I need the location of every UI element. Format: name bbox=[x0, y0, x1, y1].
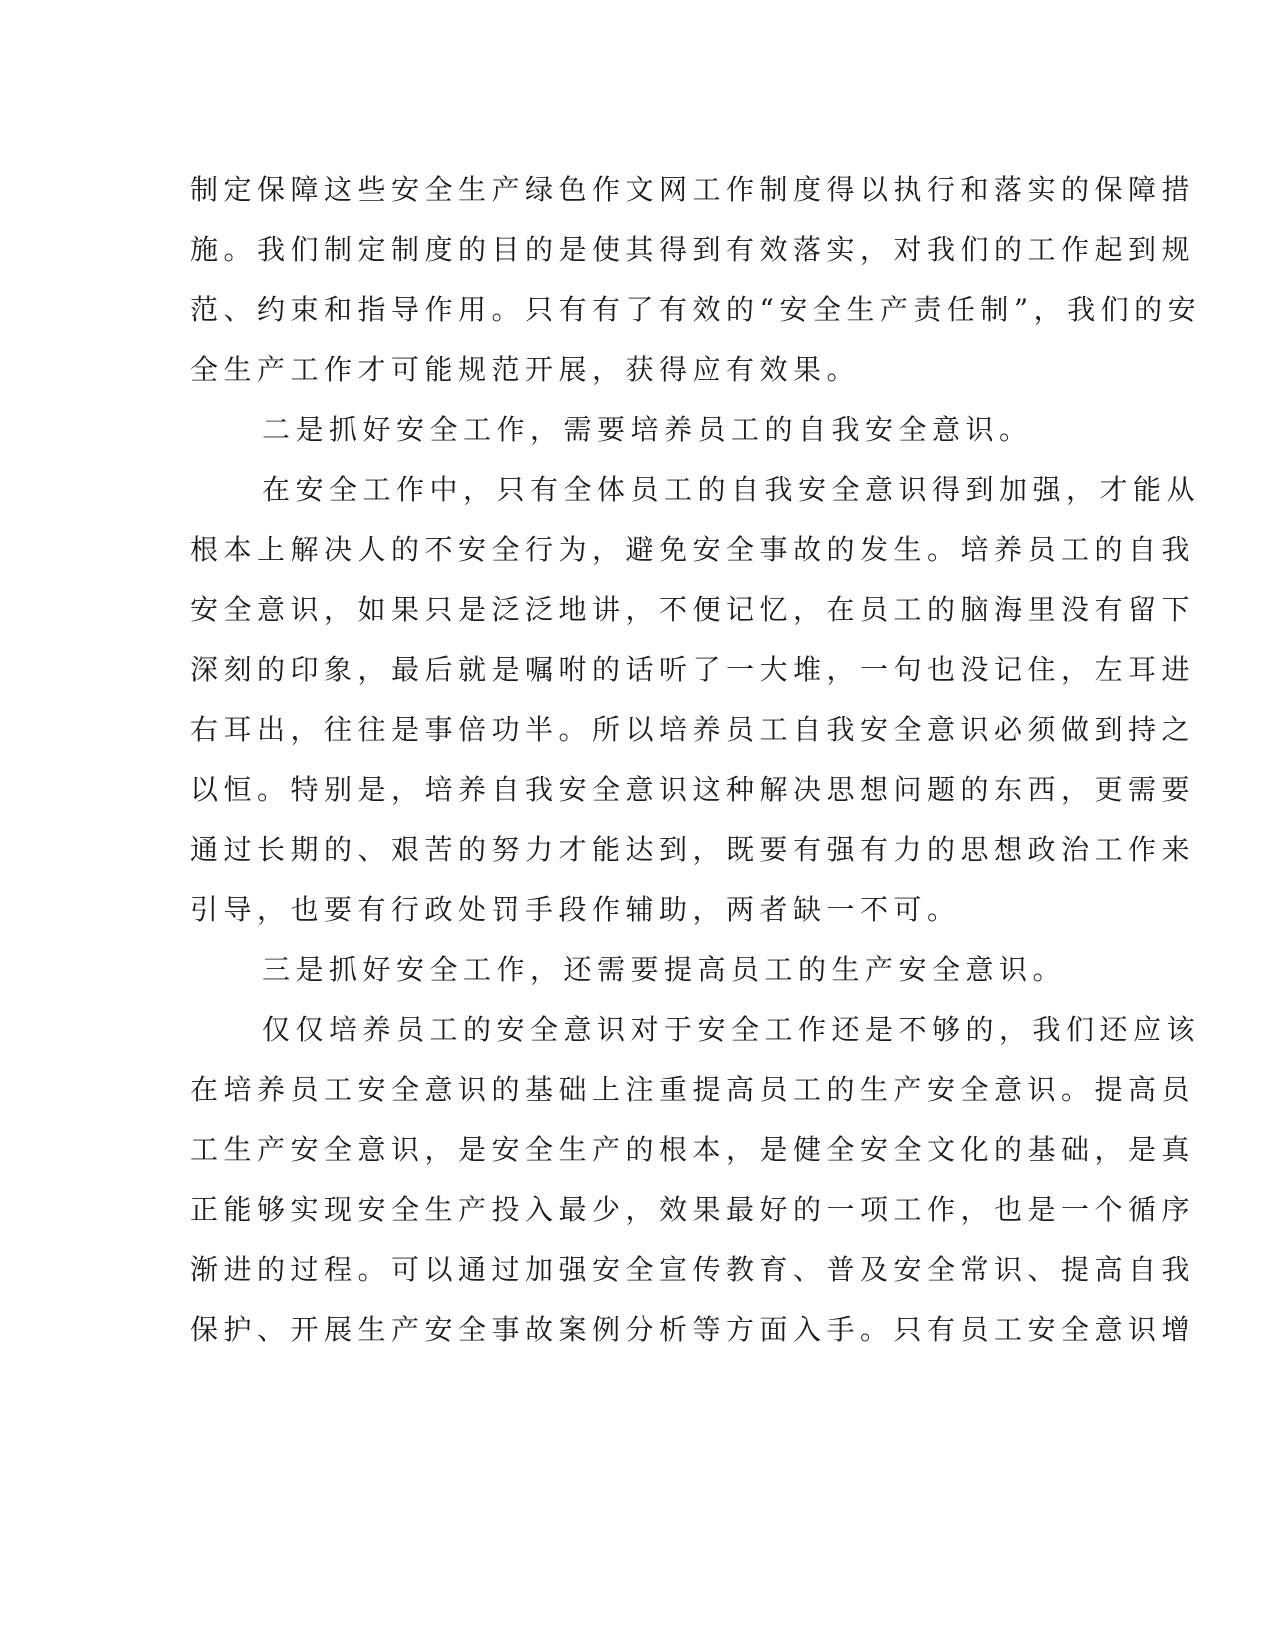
text-line: 正能够实现安全生产投入最少，效果最好的一项工作，也是一个循序 bbox=[190, 1193, 1196, 1226]
text-line: 在培养员工安全意识的基础上注重提高员工的生产安全意识。提高员 bbox=[190, 1073, 1196, 1106]
text-line: 引导，也要有行政处罚手段作辅助，两者缺一不可。 bbox=[190, 893, 961, 926]
body-text bbox=[190, 160, 1202, 1360]
text-line: 以恒。特别是，培养自我安全意识这种解决思想问题的东西，更需要 bbox=[190, 773, 1196, 806]
text-line: 深刻的印象，最后就是嘱咐的话听了一大堆，一句也没记住，左耳进 bbox=[190, 653, 1196, 686]
text-line: 施。我们制定制度的目的是使其得到有效落实，对我们的工作起到规 bbox=[190, 233, 1196, 266]
text-line: 右耳出，往往是事倍功半。所以培养员工自我安全意识必须做到持之 bbox=[190, 713, 1196, 746]
text-line: 根本上解决人的不安全行为，避免安全事故的发生。培养员工的自我 bbox=[190, 533, 1196, 566]
text-line: 工生产安全意识，是安全生产的根本，是健全安全文化的基础，是真 bbox=[190, 1133, 1196, 1166]
text-line: 制定保障这些安全生产绿色作文网工作制度得以执行和落实的保障措 bbox=[190, 173, 1196, 206]
paragraph-first-line: 在安全工作中，只有全体员工的自我安全意识得到加强，才能从 bbox=[262, 473, 1201, 506]
text-line: 渐进的过程。可以通过加强安全宣传教育、普及安全常识、提高自我 bbox=[190, 1253, 1196, 1286]
text-line: 通过长期的、艰苦的努力才能达到，既要有强有力的思想政治工作来 bbox=[190, 833, 1196, 866]
paragraph-first-line: 仅仅培养员工的安全意识对于安全工作还是不够的，我们还应该 bbox=[262, 1013, 1201, 1046]
text-line: 全生产工作才可能规范开展，获得应有效果。 bbox=[190, 353, 861, 386]
section-heading: 三是抓好安全工作，还需要提高员工的生产安全意识。 bbox=[262, 953, 1067, 986]
text-line: 范、约束和指导作用。只有有了有效的“安全生产责任制”，我们的安 bbox=[190, 293, 1202, 326]
text-line: 保护、开展生产安全事故案例分析等方面入手。只有员工安全意识增 bbox=[190, 1313, 1196, 1346]
text-line: 安全意识，如果只是泛泛地讲，不便记忆，在员工的脑海里没有留下 bbox=[190, 593, 1196, 626]
section-heading: 二是抓好安全工作，需要培养员工的自我安全意识。 bbox=[262, 413, 1033, 446]
